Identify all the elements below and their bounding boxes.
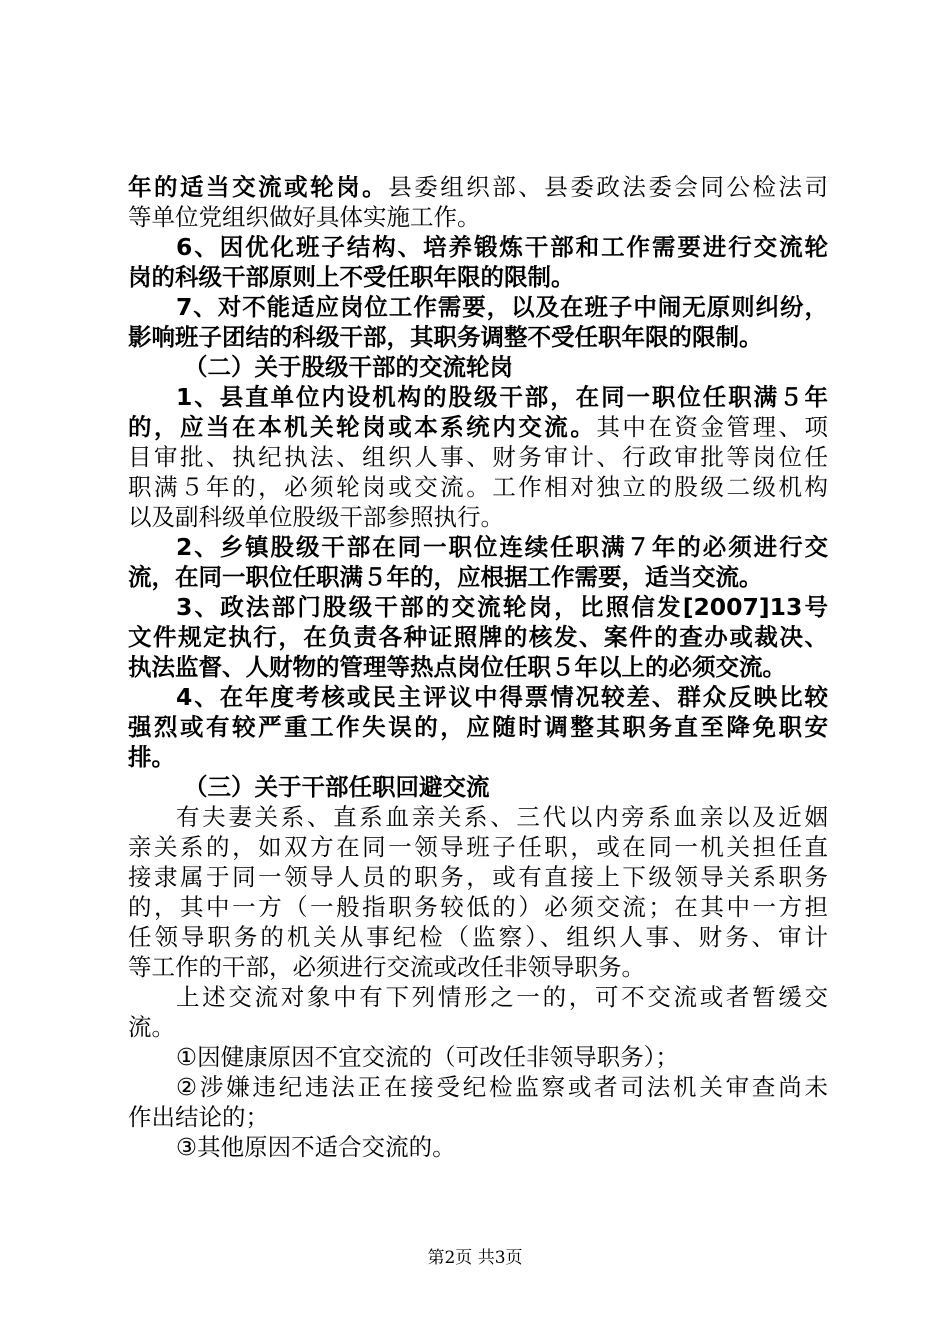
paragraph-line: 7、对不能适应岗位工作需要，以及在班子中闹无原则纠纷， (176, 293, 828, 321)
paragraph-line (128, 412, 828, 442)
document-body (128, 172, 828, 1162)
paragraph-line: 排。 (128, 743, 175, 771)
paragraph-line: 执法监督、人财物的管理等热点岗位任职５年以上的必须交流。 (128, 653, 786, 681)
text-run-bold: 年的适当交流或轮岗。 (128, 173, 389, 201)
paragraph-line (128, 172, 828, 202)
paragraph-line: 上述交流对象中有下列情形之一的，可不交流或者暂缓交 (176, 983, 828, 1011)
section-heading: （三）关于干部任职回避交流 (184, 773, 490, 801)
paragraph-line: 文件规定执行，在负责各种证照牌的核发、案件的查办或裁决、 (128, 623, 828, 651)
paragraph-line: 亲关系的，如双方在同一领导班子任职，或在同一机关担任直 (128, 833, 828, 861)
paragraph-line: 接隶属于同一领导人员的职务，或有直接上下级领导关系职务 (128, 863, 828, 891)
section-heading: （二）关于股级干部的交流轮岗 (184, 353, 513, 381)
paragraph-line: 3、政法部门股级干部的交流轮岗，比照信发[2007]13号 (176, 593, 828, 621)
text-run: 其中在资金管理、项 (596, 413, 828, 441)
paragraph-line: 作出结论的； (128, 1103, 269, 1131)
paragraph-line: 2、乡镇股级干部在同一职位连续任职满７年的必须进行交 (176, 533, 828, 561)
paragraph-line: 等单位党组织做好具体实施工作。 (128, 203, 481, 231)
paragraph-line: 岗的科级干部原则上不受任职年限的限制。 (128, 263, 575, 291)
paragraph-line: 的，其中一方（一般指职务较低的）必须交流；在其中一方担 (128, 893, 828, 921)
paragraph-line: 以及副科级单位股级干部参照执行。 (128, 503, 504, 531)
paragraph-line: 6、因优化班子结构、培养锻炼干部和工作需要进行交流轮 (176, 233, 828, 261)
list-item: ②涉嫌违纪违法正在接受纪检监察或者司法机关审查尚未 (176, 1073, 828, 1101)
page-number-footer: 第2页 共3页 (427, 1248, 523, 1268)
text-run: 县委组织部、县委政法委会同公检法司 (388, 173, 828, 201)
paragraph-line: 任领导职务的机关从事纪检（监察）、组织人事、财务、审计 (128, 923, 828, 951)
paragraph-line: 流，在同一职位任职满５年的，应根据工作需要，适当交流。 (128, 563, 763, 591)
paragraph-line: 职满５年的，必须轮岗或交流。工作相对独立的股级二级机构 (128, 473, 828, 501)
paragraph-line: 1、县直单位内设机构的股级干部，在同一职位任职满５年 (176, 383, 828, 411)
paragraph-line: 目审批、执纪执法、组织人事、财务审计、行政审批等岗位任 (128, 443, 828, 471)
paragraph-line: 有夫妻关系、直系血亲关系、三代以内旁系血亲以及近姻 (176, 803, 828, 831)
list-item: ①因健康原因不宜交流的（可改任非领导职务）； (176, 1043, 679, 1071)
paragraph-line: 强烈或有较严重工作失误的，应随时调整其职务直至降免职安 (128, 713, 828, 741)
paragraph-line: 等工作的干部，必须进行交流或改任非领导职务。 (128, 953, 645, 981)
paragraph-line: 4、在年度考核或民主评议中得票情况较差、群众反映比较 (176, 683, 828, 711)
text-run-bold: 的，应当在本机关轮岗或本系统内交流。 (128, 413, 597, 441)
paragraph-line: 流。 (128, 1013, 175, 1041)
paragraph-line: 影响班子团结的科级干部，其职务调整不受任职年限的限制。 (128, 323, 763, 351)
list-item: ③其他原因不适合交流的。 (176, 1133, 456, 1161)
